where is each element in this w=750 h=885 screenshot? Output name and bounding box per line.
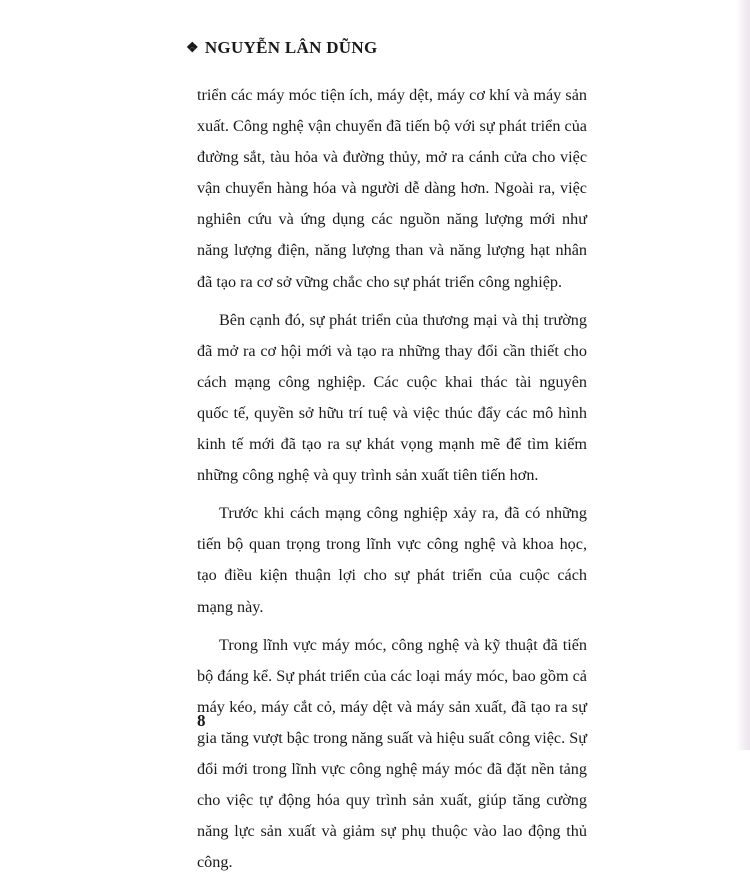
running-header	[186, 38, 377, 58]
page-number: 8	[197, 711, 206, 730]
paragraph-3: Trước khi cách mạng công nghiệp xảy ra, đã có những tiến bộ quan trọng trong lĩnh vực công nghệ và khoa học, tạo điều kiện thuận lợi cho sự phát triển của cuộc cách mạng này.	[197, 504, 587, 616]
paragraph-2: Bên cạnh đó, sự phát triển của thương mại và thị trường đã mở ra cơ hội mới và tạo ra những thay đổi cần thiết cho cách mạng công nghiệp. Các cuộc khai thác tài nguyên quốc tế, quyền sở hữu trí tuệ và việc thúc đẩy các mô hình kinh tế mới đã tạo ra sự khát vọng mạnh mẽ để tìm kiếm những công nghệ và quy trình sản xuất tiên tiến hơn.	[197, 310, 587, 485]
ornament-icon: ❖	[186, 40, 199, 56]
page-edge-shadow	[736, 0, 750, 750]
author-name: NGUYỄN LÂN DŨNG	[204, 38, 378, 57]
body-text	[197, 80, 587, 885]
paragraph-1: triển các máy móc tiện ích, máy dệt, máy cơ khí và máy sản xuất. Công nghệ vận chuyển đã tiến bộ với sự phát triển của đường sắt, tàu hỏa và đường thủy, mở ra cánh cửa cho việc vận chuyển hàng hóa và người dễ dàng hơn. Ngoài ra, việc nghiên cứu và ứng dụng các nguồn năng lượng mới như năng lượng điện, năng lượng than và năng lượng hạt nhân đã tạo ra cơ sở vững chắc cho sự phát triển công nghiệp.	[197, 86, 587, 291]
paragraph-4: Trong lĩnh vực máy móc, công nghệ và kỹ thuật đã tiến bộ đáng kể. Sự phát triển của các loại máy móc, bao gồm cả máy kéo, máy cắt cỏ, máy dệt và máy sản xuất, đã tạo ra sự gia tăng vượt bậc trong năng suất và hiệu suất công việc. Sự đổi mới trong lĩnh vực công nghệ máy móc đã đặt nền tảng cho việc tự động hóa quy trình sản xuất, giúp tăng cường năng lực sản xuất và giảm sự phụ thuộc vào lao động thủ công.	[197, 635, 587, 872]
